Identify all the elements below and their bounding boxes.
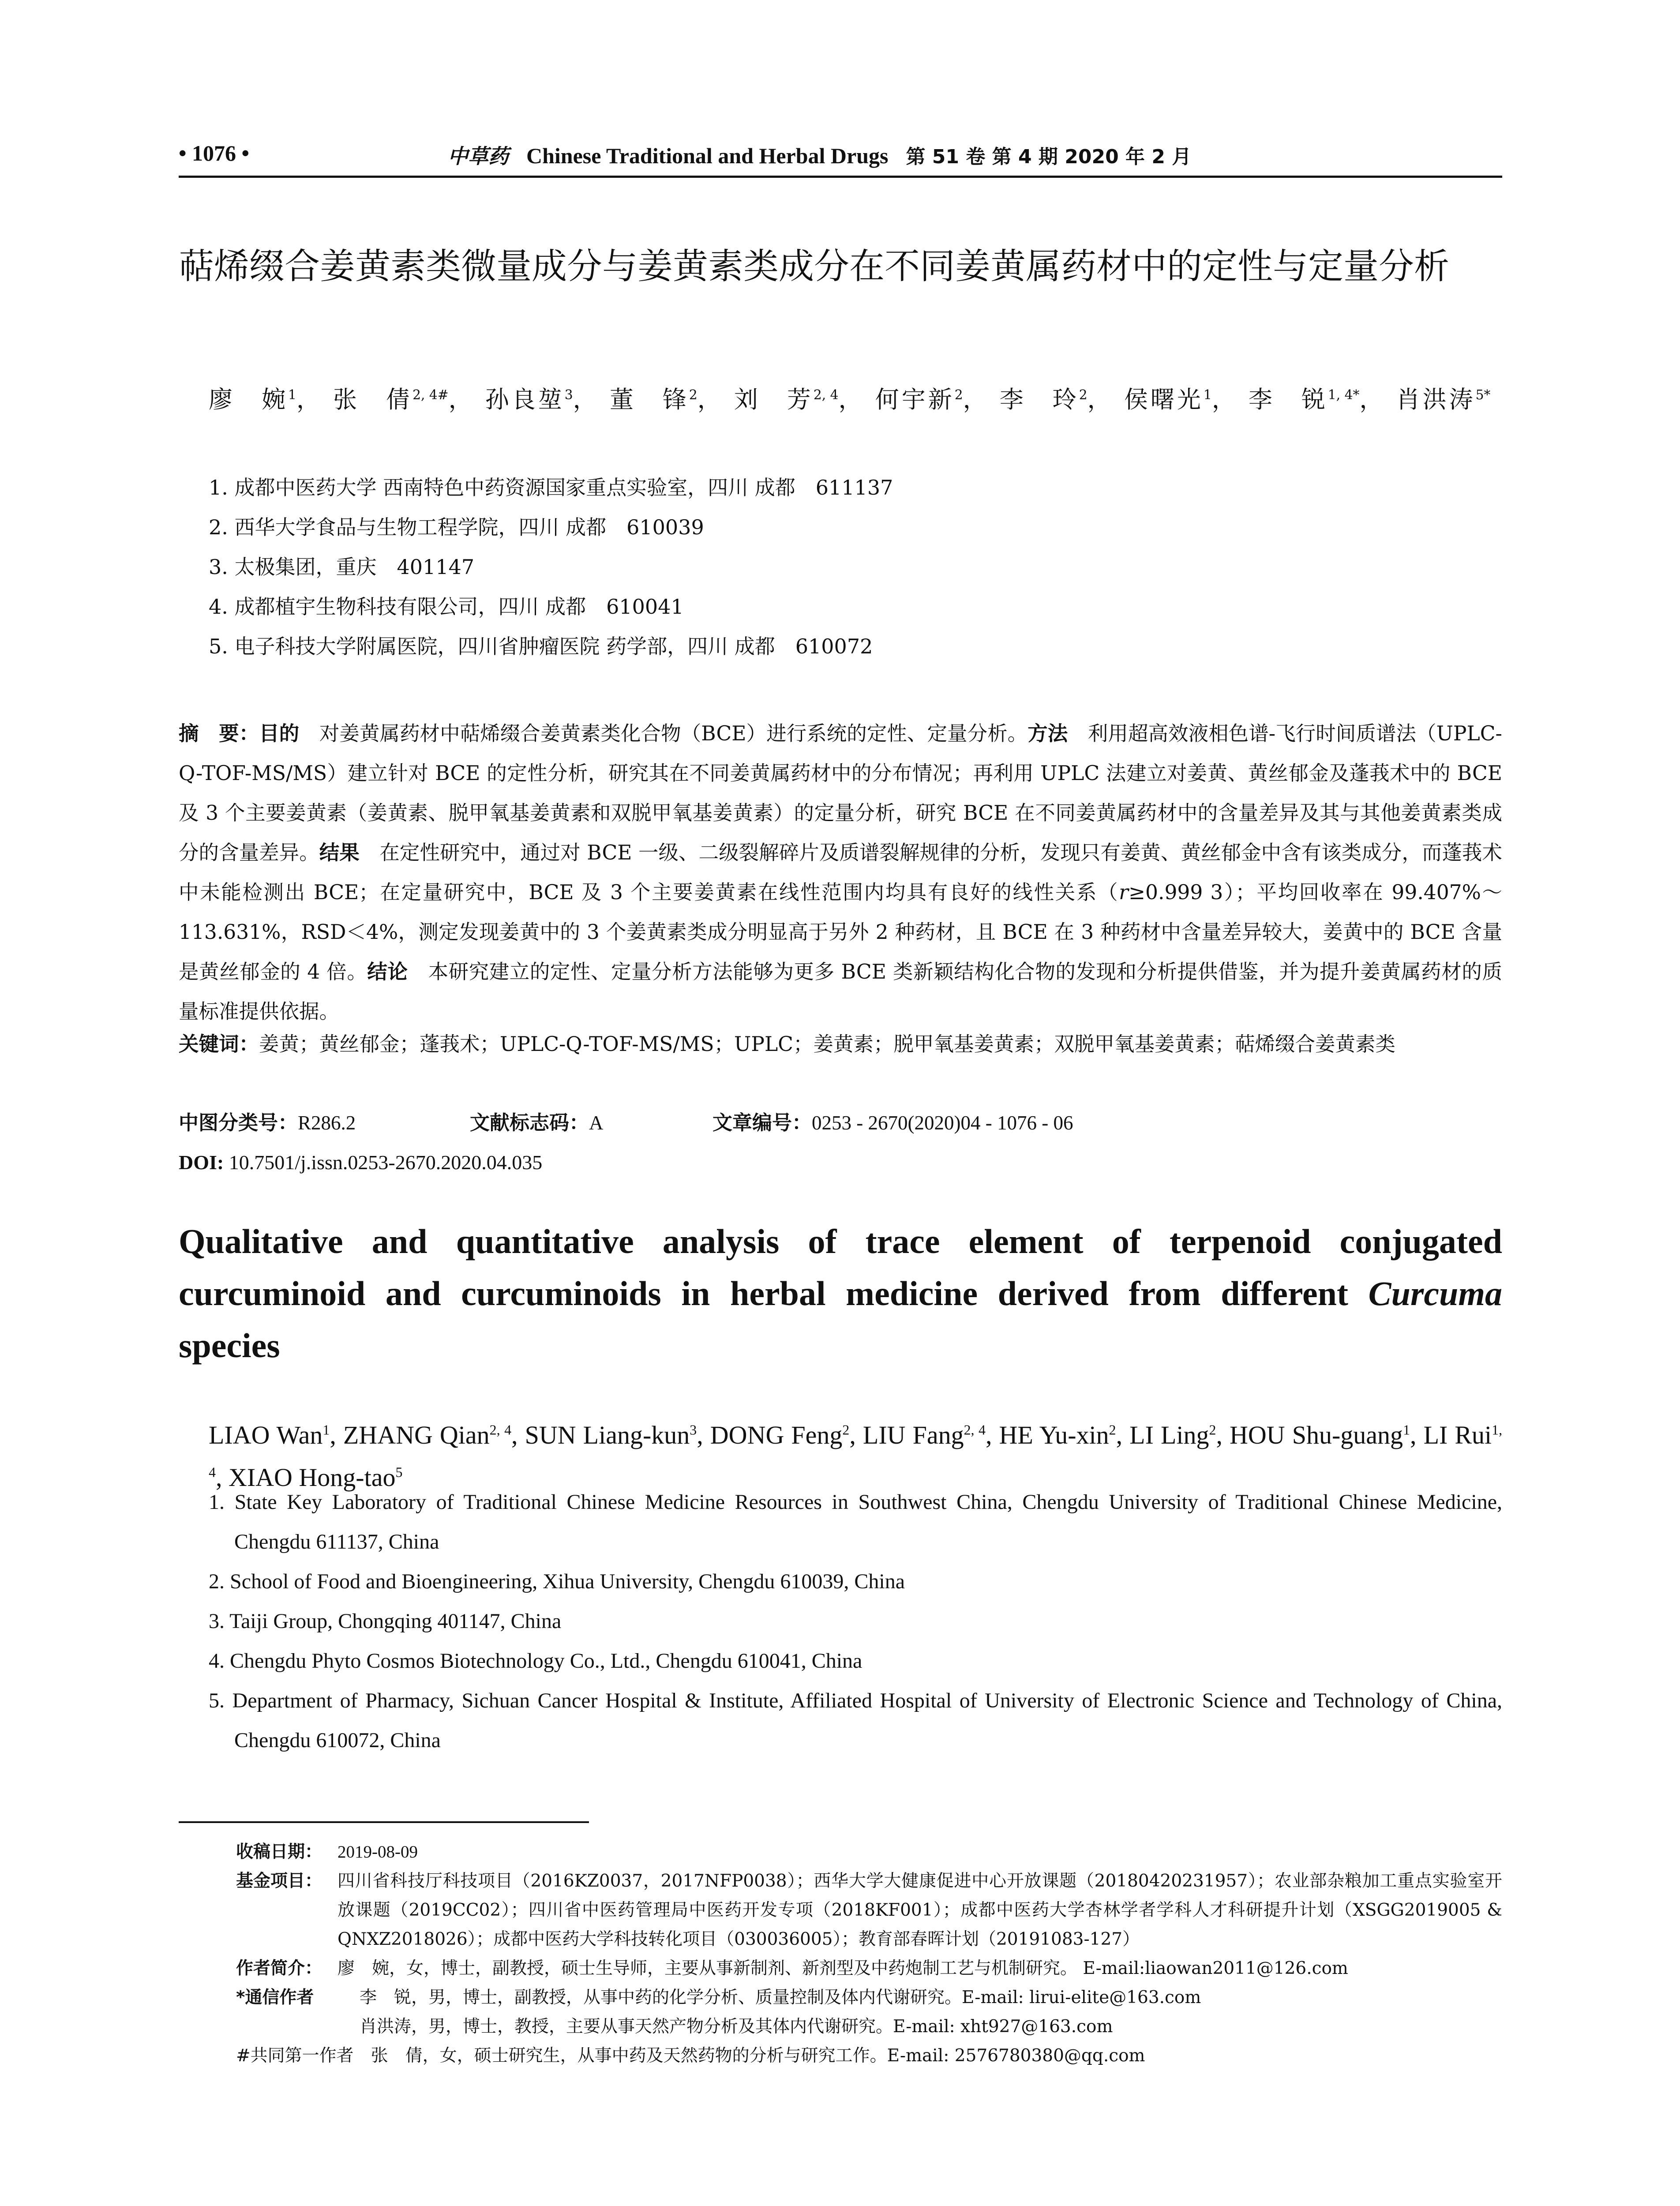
results-label: 结果 xyxy=(319,841,360,864)
journal-name-en: Chinese Traditional and Herbal Drugs xyxy=(526,143,889,168)
doc-code-label: 文献标志码： xyxy=(470,1111,589,1134)
author-en: LI Rui$^{1, 4}$, xyxy=(209,1421,1503,1492)
results-text: 在定性研究中，通过对 BCE 一级、二级裂解碎片及质谱裂解规律的分析，发现只有姜黄、黄丝郁金中含有该类成分，而蓬莪术中未能检测出 BCE；在定量研究中，BCE 及 3 个主要姜黄素在线性范围内均具有良好的线性关系（ xyxy=(179,841,1502,904)
journal-info xyxy=(448,140,1191,169)
abstract-label: 摘 要： xyxy=(179,722,259,745)
affiliation-cn: 4. 成都植宇生物科技有限公司，四川 成都 610041 xyxy=(209,595,684,619)
author-cn: 何宇新$^2$， xyxy=(875,386,990,413)
author-cn: 廖 婉$^1$， xyxy=(209,386,323,413)
author-en: DONG Feng$^2$, xyxy=(710,1421,863,1449)
footnotes xyxy=(236,1838,1502,2071)
doi-value: 10.7501/j.issn.0253-2670.2020.04.035 xyxy=(224,1151,543,1174)
affiliation-cn: 2. 西华大学食品与生物工程学院，四川 成都 610039 xyxy=(209,515,704,539)
article-no-label: 文章编号： xyxy=(712,1111,812,1134)
funding: 基金项目： 四川省科技厅科技项目（2016KZ0037，2017NFP0038）；西华大学大健康促进中心开放课题（20180420231957）；农业部杂粮加工重点实验室开放课题（2019CC02）；四川省中医药管理局中医药开发专项（2018KF001）；成都中医药大学杏林学者学科人才科研提升计划（XSGG2019005 & QNXZ2018026）；成都中医药大学科技转化项目（030036005）；教育部春晖计划（20191083-127） xyxy=(236,1871,1502,1949)
author-cn: 刘 芳$^{2, 4}$， xyxy=(734,386,865,413)
affiliations-en xyxy=(209,1482,1502,1760)
clc-value: R286.2 xyxy=(298,1112,356,1134)
author-cn: 肖洪涛$^{5*}$ xyxy=(1396,386,1491,413)
abstract-cn xyxy=(179,714,1502,1032)
conclusion-text: 本研究建立的定性、定量分析方法能够为更多 BCE 类新颖结构化合物的发现和分析提供借鉴，并为提升姜黄属药材的质量标准提供依据。 xyxy=(179,960,1502,1023)
corresponding-author: *通信作者 李 锐，男，博士，副教授，从事中药的化学分析、质量控制及体内代谢研究。E-mail: lirui-elite@163.com xyxy=(236,1988,1201,2007)
author-cn: 张 倩$^{2, 4\#}$， xyxy=(333,386,475,413)
keywords-text: 姜黄；黄丝郁金；蓬莪术；UPLC-Q-TOF-MS/MS；UPLC；姜黄素；脱甲氧基姜黄素；双脱甲氧基姜黄素；萜烯缀合姜黄素类 xyxy=(259,1032,1395,1056)
affiliation-cn: 3. 太极集团，重庆 401147 xyxy=(209,555,475,579)
author-en: HE Yu-xin$^2$, xyxy=(999,1421,1130,1449)
author-en: ZHANG Qian$^{2, 4}$, xyxy=(343,1421,525,1449)
author-cn: 李 锐$^{1, 4*}$， xyxy=(1248,386,1386,413)
author-en: LIAO Wan$^1$, xyxy=(209,1421,343,1449)
co-first-author: #共同第一作者 张 倩，女，硕士研究生，从事中药及天然药物的分析与研究工作。E-mail: 2576780380@qq.com xyxy=(236,2046,1145,2066)
conclusion-label: 结论 xyxy=(367,960,408,983)
footnote-divider xyxy=(179,1821,589,1823)
methods-label: 方法 xyxy=(1028,722,1068,745)
results-text-2: ≥0.999 3）；平均回收率在 99.407%～113.631%，RSD＜4%，测定发现姜黄中的 3 个姜黄素类成分明显高于另外 2 种药材，且 BCE 在 3 种药材中含量差异较大，姜黄中的 BCE 含量是黄丝郁金的 4 倍。 xyxy=(179,881,1503,983)
objective-label: 目的 xyxy=(259,722,300,745)
affiliation-cn: 1. 成都中医药大学 西南特色中药资源国家重点实验室，四川 成都 611137 xyxy=(209,476,893,499)
author-en: LIU Fang$^{2, 4}$, xyxy=(862,1421,999,1449)
author-en: XIAO Hong-tao$^5$ xyxy=(228,1463,403,1492)
affiliation-en: 3. Taiji Group, Chongqing 401147, China xyxy=(209,1609,562,1633)
doc-code-value: A xyxy=(589,1112,604,1134)
affiliation-en: 4. Chengdu Phyto Cosmos Biotechnology Co., Ltd., Chengdu 610041, China xyxy=(209,1649,862,1673)
article-no-value: 0253 - 2670(2020)04 - 1076 - 06 xyxy=(812,1112,1073,1134)
objective-text: 对姜黄属药材中萜烯缀合姜黄素类化合物（BCE）进行系统的定性、定量分析。 xyxy=(319,722,1028,745)
issue-info: 第 51 卷 第 4 期 2020 年 2 月 xyxy=(906,146,1192,168)
title-cn: 萜烯缀合姜黄素类微量成分与姜黄素类成分在不同姜黄属药材中的定性与定量分析 xyxy=(179,246,1449,287)
r-symbol: r xyxy=(1119,881,1129,904)
author-en: LI Ling$^2$, xyxy=(1129,1421,1230,1449)
affiliation-cn: 5. 电子科技大学附属医院，四川省肿瘤医院 药学部，四川 成都 610072 xyxy=(209,634,873,658)
author-cn: 孙良堃$^3$， xyxy=(485,386,600,413)
clc-group xyxy=(179,1103,356,1143)
received-date: 收稿日期： 2019-08-09 xyxy=(236,1842,418,1862)
author-bio: 作者简介： 廖 婉，女，博士，副教授，硕士生导师，主要从事新制剂、新剂型及中药炮制工艺与机制研究。 E-mail:liaowan2011@126.com xyxy=(236,1958,1348,1978)
title-en: Qualitative and quantitative analysis of trace element of terpenoid conjugated curcuminoid and curcuminoids in herbal medicine derived from different Curcuma species xyxy=(179,1222,1502,1365)
affiliation-en: 2. School of Food and Bioengineering, Xihua University, Chengdu 610039, China xyxy=(209,1570,905,1593)
doi-line xyxy=(179,1143,542,1182)
running-header xyxy=(179,140,1502,178)
author-en: SUN Liang-kun$^3$, xyxy=(525,1421,710,1449)
keywords-label: 关键词： xyxy=(179,1032,259,1056)
author-cn: 侯曙光$^1$， xyxy=(1124,386,1238,413)
page-number: • 1076 • xyxy=(179,141,250,165)
authors-cn xyxy=(209,379,1502,420)
methods-text: 利用超高效液相色谱-飞行时间质谱法（UPLC-Q-TOF-MS/MS）建立针对 BCE 的定性分析，研究其在不同姜黄属药材中的分布情况；再利用 UPLC 法建立对姜黄、黄丝郁金及蓬莪术中的 BCE 及 3 个主要姜黄素（姜黄素、脱甲氧基姜黄素和双脱甲氧基姜黄素）的定量分析，研究 BCE 在不同姜黄属药材中的含量差异及其与其他姜黄素类成分的含量差异。 xyxy=(179,722,1502,864)
clc-label: 中图分类号： xyxy=(179,1111,298,1134)
corresponding-author-2: 肖洪涛，男，博士，教授，主要从事天然产物分析及其体内代谢研究。E-mail: xht927@163.com xyxy=(360,2017,1113,2037)
doc-code-group xyxy=(470,1103,604,1143)
author-cn: 董 锋$^2$， xyxy=(609,386,724,413)
author-cn: 李 玲$^2$， xyxy=(999,386,1114,413)
keywords-cn xyxy=(179,1024,1502,1064)
author-en: HOU Shu-guang$^1$, xyxy=(1230,1421,1424,1449)
affiliation-en: 1. State Key Laboratory of Traditional Chinese Medicine Resources in Southwest China, Chengdu University of Traditional Chinese Medicine, Chengdu 611137, China xyxy=(209,1490,1502,1553)
article-no-group xyxy=(712,1103,1073,1143)
journal-name-cn: 中草药 xyxy=(448,144,509,168)
doi-label: DOI: xyxy=(179,1151,224,1174)
affiliation-en: 5. Department of Pharmacy, Sichuan Cancer Hospital & Institute, Affiliated Hospital of University of Electronic Science and Technology of China, Chengdu 610072, China xyxy=(209,1689,1502,1752)
affiliations-cn xyxy=(209,468,1502,666)
classification-line xyxy=(179,1103,1502,1143)
